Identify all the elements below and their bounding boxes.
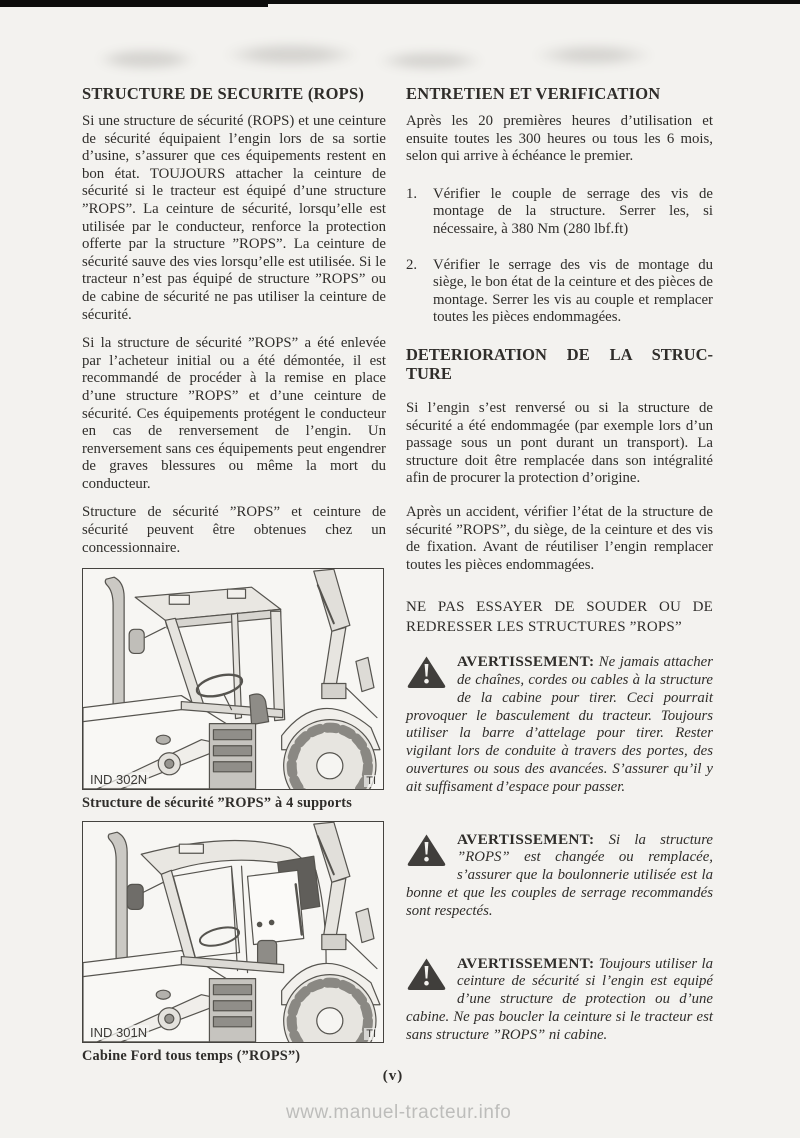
paragraph: Structure de sécurité ”ROPS” et ceinture de sécurité peuvent être obtenues chez un concessionnaire. xyxy=(82,504,386,556)
item-text: Vérifier le serrage des vis de montage du siège, le bon état de la ceinture et des pièces de montage. Serrer les vis au couple et remplacer toutes les pièces endommagées. xyxy=(433,256,713,326)
notice-line: NE PAS ESSAYER DE SOUDER OU DE xyxy=(406,599,713,616)
paragraph: Si la structure de sécurité ”ROPS” a été enlevée par l’acheteur initial ou a été démontée, il est recommandé de procéder à la remise en place d’une structure ”ROPS” et d’une ceinture de sécurité. Ces équipements protégent le conducteur en cas de renversement de l’engin. Un renversement sans ces équipements peut engendrer de graves blessures ou même la mort du conducteur. xyxy=(82,335,386,492)
warning-label: AVERTISSEMENT: xyxy=(457,954,595,972)
left-column xyxy=(82,84,386,1065)
warning-block xyxy=(406,831,713,921)
cab-tractor-illustration xyxy=(83,822,383,1042)
figure1-caption: Structure de sécurité ”ROPS” à 4 supports xyxy=(82,795,353,812)
right-column xyxy=(406,84,713,1079)
figure2-caption: Cabine Ford tous temps (”ROPS”) xyxy=(82,1048,301,1065)
warning-block xyxy=(406,955,713,1045)
warning-triangle-icon xyxy=(406,833,447,867)
warning-label: AVERTISSEMENT: xyxy=(457,830,595,848)
notice-line: REDRESSER LES STRUCTURES ”ROPS” xyxy=(406,618,682,635)
numbered-item xyxy=(406,186,713,239)
figure1-index-label: IND 302N xyxy=(90,772,148,788)
scan-edge-bar-left xyxy=(0,0,268,7)
paragraph: Après les 20 premières heures d’utilisation et ensuite toutes les 300 heures ou tous les 6 mois, selon qui arrive à échéance le premier. xyxy=(406,113,713,165)
paragraph: Si une structure de sécurité (ROPS) et une ceinture de sécurité équipaient l’engin lors de sa sortie d’usine, s’assurer que ces équipements restent en bon état. TOUJOURS attacher la ceinture de sécurité si le tracteur est équipé d’une structure ”ROPS”. La ceinture de sécurité, lorsqu’elle est utilisée par le conducteur, renforce la protection offerte par la structure ”ROPS”. La ceinture de sécurité sauve des vies lorsqu’elle est utilisée. Si le tracteur n’est pas équipé de structure ”ROPS” ou de cabine de sécurité ne pas utiliser la ceinture de sécurité. xyxy=(82,113,386,323)
do-not-weld-notice xyxy=(406,598,713,637)
paragraph: Après un accident, vérifier l’état de la structure de sécurité ”ROPS”, du siège, de la ceinture et des vis de fixation. Avant de réutiliser l’engin remplacer toutes les pièces endommagées. xyxy=(406,503,713,573)
figure2-frame xyxy=(82,821,384,1043)
section-heading-rops: STRUCTURE DE SECURITE (ROPS) xyxy=(82,84,365,103)
figure-rops-frame xyxy=(82,568,386,812)
section-heading-entretien: ENTRETIEN ET VERIFICATION xyxy=(406,84,661,103)
heading-line: DETERIORATION DE LA STRUC- xyxy=(406,344,713,364)
warning-text: Ne jamais attacher de chaînes, cordes ou cables à la structure de la cabine pour tirer. Ceci pourrait provoquer le basculement du tracteur. Toujours utiliser la barre d’attelage pour tirer. Rester vigilant lors de conduite à travers des portes, des ouvertures ou sous des avancées. S’assurer qu’il y ait suffisament d’espace pour passer. xyxy=(406,654,713,795)
warning-triangle-icon xyxy=(406,957,447,991)
figure2-corner-label: TI xyxy=(366,1028,376,1041)
warning-text: Si la structure ”ROPS” est changée ou remplacée, s’assurer que la boulonnerie utilisée est la bonne et que les couples de serrage recommandés sont respectés. xyxy=(406,831,713,919)
figure1-frame xyxy=(82,568,384,790)
warning-text: Toujours utiliser la ceinture de sécurité si l’engin est equipé d’une structure de protection ou d’une cabine. Ne pas boucler la ceinture si le tracteur est sans structure ”ROPS” ni cabine. xyxy=(406,955,713,1043)
rops-tractor-illustration xyxy=(83,569,383,789)
ink-bleedthrough-smudge xyxy=(86,34,690,80)
numbered-item xyxy=(406,257,713,327)
warning-block xyxy=(406,653,713,796)
section-heading-deterioration xyxy=(406,345,713,384)
heading-line: TURE xyxy=(406,364,452,384)
figure1-corner-label: TI xyxy=(366,775,376,788)
item-text: Vérifier le couple de serrage des vis de montage de la structure. Serrer les, si nécessaire, à 380 Nm (280 lbf.ft) xyxy=(433,185,713,237)
item-number: 1. xyxy=(406,185,418,202)
item-number: 2. xyxy=(406,256,418,273)
figure2-index-label: IND 301N xyxy=(90,1025,148,1041)
figure-ford-cab xyxy=(82,821,386,1065)
paragraph: Si l’engin s’est renversé ou si la structure de sécurité a été endommagée (par exemple lors d’un passage sous un pont durant un transport). La structure doit être remplacée dans son intégralité afin de procurer la protection d’origine. xyxy=(406,399,713,487)
watermark-text: www.manuel-tracteur.info xyxy=(286,1102,512,1123)
page-number: (v) xyxy=(382,1068,404,1084)
warning-triangle-icon xyxy=(406,655,447,689)
warning-label: AVERTISSEMENT: xyxy=(457,653,595,671)
